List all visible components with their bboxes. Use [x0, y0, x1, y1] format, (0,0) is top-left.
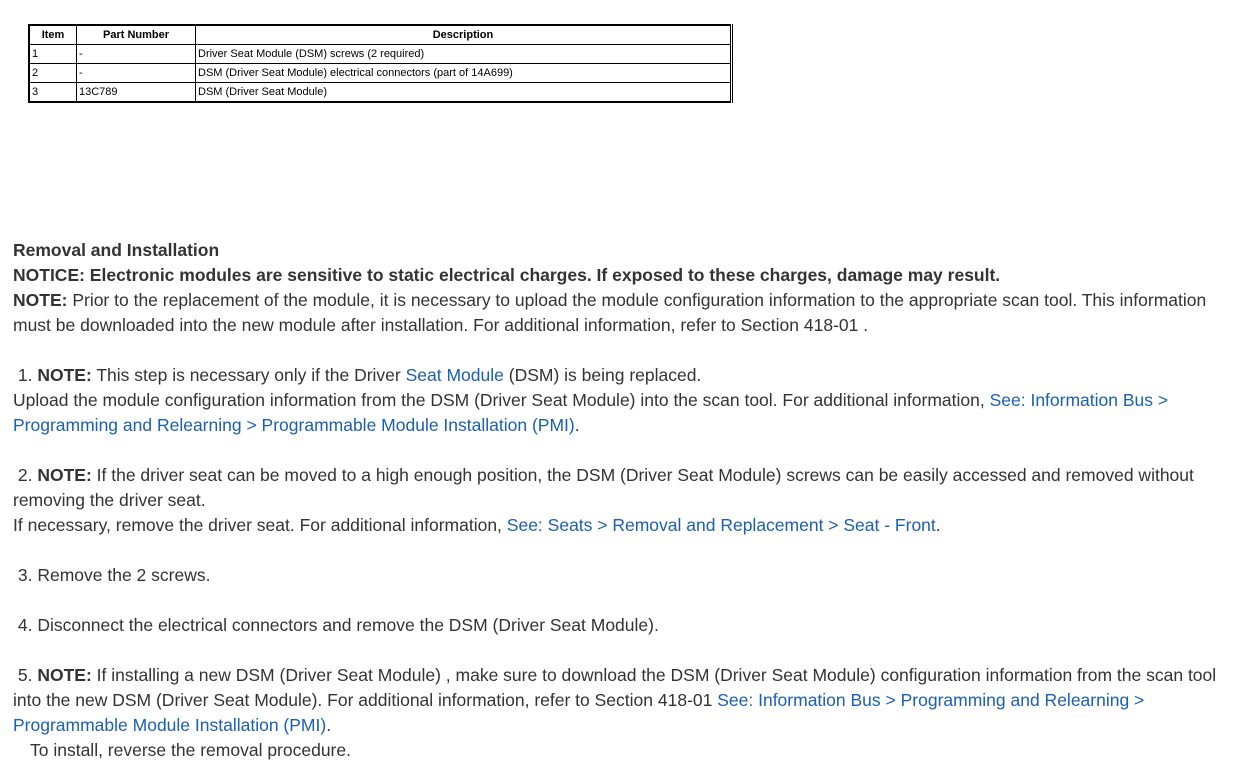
parts-table — [28, 24, 733, 103]
table-row — [29, 64, 732, 83]
pmi-link[interactable]: See: Information Bus > Programming and Relearning > Programmable Module Installation (PMI) — [13, 690, 1145, 735]
cell: - — [77, 45, 196, 64]
pmi-link[interactable]: See: Information Bus > Programming and Relearning > Programmable Module Installation (PMI) — [13, 390, 1169, 435]
cell: 1 — [29, 45, 77, 64]
note-text: Prior to the replacement of the module, it is necessary to upload the module configuration information to the appropriate scan tool. This information must be downloaded into the new module after installation. For additional information, refer to Section 418-01 . — [13, 290, 1207, 335]
cell: 3 — [29, 83, 77, 103]
step-1 — [13, 363, 1243, 438]
header-part-number: Part Number — [77, 25, 196, 45]
step-text: If the driver seat can be moved to a high enough position, the DSM (Driver Seat Module) screws can be easily accessed and removed without removing the driver seat. — [13, 465, 1194, 510]
note-label: NOTE: — [37, 465, 92, 485]
table-row — [29, 45, 732, 64]
cell: DSM (Driver Seat Module) electrical connectors (part of 14A699) — [196, 64, 732, 83]
cell: 2 — [29, 64, 77, 83]
note-label: NOTE: — [37, 365, 92, 385]
step-text: If installing a new DSM (Driver Seat Module) , make sure to download the DSM (Driver Seat Module) configuration information from the scan tool into the new DSM (Driver Seat Module). For additional information, refer to Section 418-01 — [13, 665, 1217, 710]
seat-front-link[interactable]: See: Seats > Removal and Replacement > Seat - Front — [506, 515, 936, 535]
header-description: Description — [196, 25, 732, 45]
table-header-row — [29, 25, 732, 45]
step-text: Upload the module configuration information from the DSM (Driver Seat Module) into the scan tool. For additional information, — [13, 390, 990, 410]
seat-module-link[interactable]: Seat Module — [405, 365, 504, 385]
step-text: If necessary, remove the driver seat. For additional information, — [13, 515, 507, 535]
period: . — [326, 715, 332, 735]
step-number: 5. — [13, 665, 38, 685]
note — [13, 288, 1243, 338]
table-row — [29, 83, 732, 103]
period: . — [574, 415, 580, 435]
step-3: 3. Remove the 2 screws. — [13, 565, 211, 585]
final-instruction: To install, reverse the removal procedure. — [30, 740, 351, 760]
step-number: 2. — [13, 465, 38, 485]
cell: - — [77, 64, 196, 83]
step-text: This step is necessary only if the Driver — [91, 365, 406, 385]
header-item: Item — [29, 25, 77, 45]
note-label: NOTE: — [37, 665, 92, 685]
section-heading: Removal and Installation — [13, 240, 220, 260]
step-number: 1. — [13, 365, 38, 385]
step-2 — [13, 463, 1243, 538]
procedure-document — [13, 238, 1243, 763]
step-4: 4. Disconnect the electrical connectors and remove the DSM (Driver Seat Module). — [13, 615, 659, 635]
step-text: (DSM) is being replaced. — [503, 365, 702, 385]
period: . — [935, 515, 941, 535]
step-5 — [13, 663, 1243, 738]
note-label: NOTE: — [13, 290, 68, 310]
cell: Driver Seat Module (DSM) screws (2 required) — [196, 45, 732, 64]
notice: NOTICE: Electronic modules are sensitive to static electrical charges. If exposed to these charges, damage may result. — [13, 265, 1001, 285]
cell: DSM (Driver Seat Module) — [196, 83, 732, 103]
cell: 13C789 — [77, 83, 196, 103]
